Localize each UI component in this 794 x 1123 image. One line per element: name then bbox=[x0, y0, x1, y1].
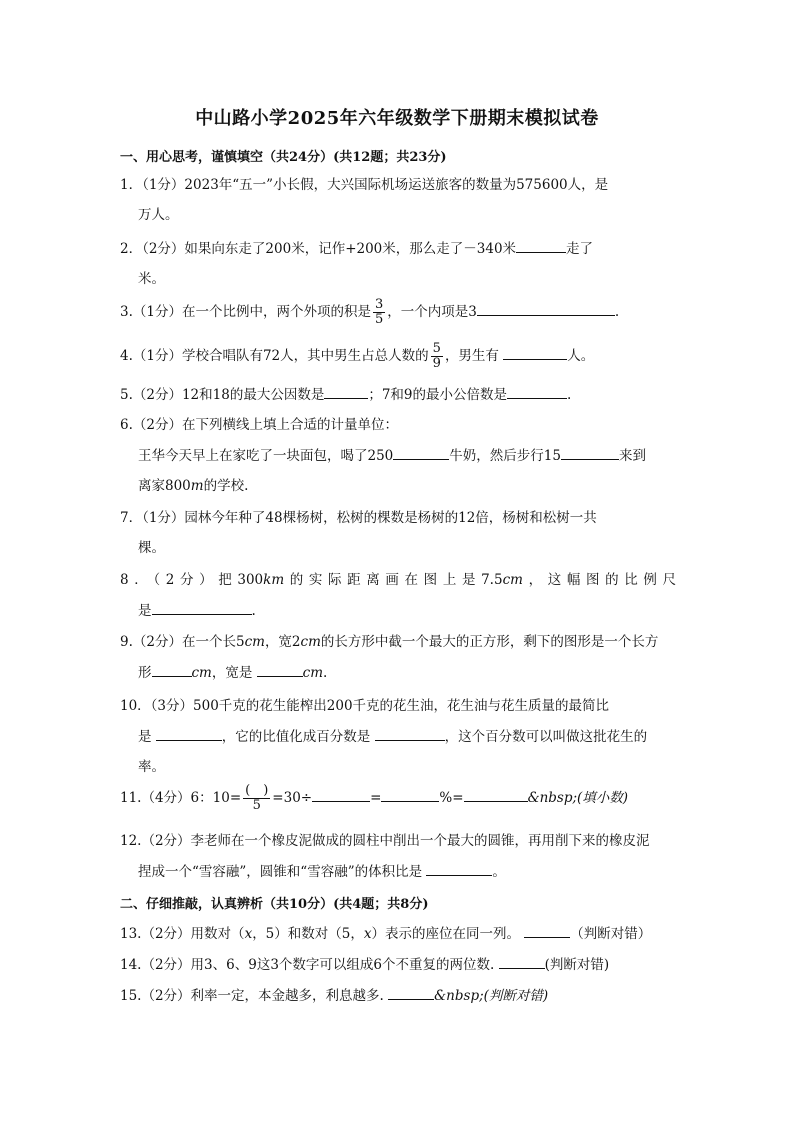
answer-blank[interactable] bbox=[464, 787, 528, 802]
question-8-text: 8．（2分）把300 bbox=[120, 572, 264, 588]
question-2-text: 2．（2分）如果向东走了200米，记作+200米，那么走了－340米 bbox=[120, 241, 517, 257]
question-3 bbox=[120, 298, 676, 327]
fraction-numerator: 5 bbox=[432, 341, 441, 356]
question-13-text-c: ）表示的座位在同一列。 bbox=[371, 926, 520, 942]
question-6-line3b: 的学校. bbox=[203, 478, 249, 494]
question-5-text: 5.（2分）12和18的最大公因数是 bbox=[120, 387, 325, 403]
question-2-text-b: 走了 bbox=[566, 241, 594, 257]
unit-text: km bbox=[263, 572, 285, 588]
question-9-text: 9.（2分）在一个长5 bbox=[120, 634, 245, 650]
unit-text: m bbox=[190, 478, 204, 494]
question-3-text: 3.（1分）在一个比例中，两个外项的积是 bbox=[120, 304, 371, 320]
answer-blank[interactable] bbox=[499, 954, 545, 969]
question-10-line2b: ，它的比值化成百分数是 bbox=[221, 729, 371, 745]
question-8-text-c: ，这幅图的比例尺 bbox=[522, 572, 676, 588]
question-15-text: 15.（2分）利率一定，本金越多，利息越多. bbox=[120, 988, 384, 1004]
question-10-text: 10．（3分）500千克的花生能榨出200千克的花生油，花生油与花生质量的最简比 bbox=[120, 698, 610, 714]
question-14-text: 14.（2分）用3、6、9这3个数字可以组成6个不重复的两位数. bbox=[120, 957, 495, 973]
question-6 bbox=[120, 415, 676, 496]
fraction bbox=[243, 784, 270, 813]
question-4-unit: 人。 bbox=[567, 348, 595, 364]
page-title: 中山路小学2025年六年级数学下册期末模拟试卷 bbox=[195, 108, 599, 129]
question-9 bbox=[120, 632, 676, 683]
answer-blank[interactable] bbox=[257, 662, 303, 677]
question-8-end: . bbox=[251, 603, 256, 619]
unit-text: cm bbox=[502, 572, 523, 588]
answer-blank[interactable] bbox=[561, 445, 619, 460]
question-10-line2: 是 bbox=[138, 729, 152, 745]
question-10-line2c: ，这个百分数可以叫做这批花生的 bbox=[444, 729, 648, 745]
question-11-end: &nbsp;(填小数) bbox=[527, 790, 629, 806]
answer-blank[interactable] bbox=[388, 985, 434, 1000]
section-2-heading: 二、仔细推敲，认真辨析（共10分）(共4题；共8分) bbox=[120, 897, 429, 912]
answer-blank[interactable] bbox=[324, 384, 368, 399]
question-5-text-b: ；7和9的最小公倍数是 bbox=[368, 387, 508, 403]
question-12-end: 。 bbox=[492, 864, 506, 880]
question-11-text: 11.（4分）6：10= bbox=[120, 790, 242, 806]
question-6-line3: 离家800 bbox=[138, 478, 191, 494]
answer-blank[interactable] bbox=[375, 726, 445, 741]
question-11-text-c: = bbox=[370, 790, 382, 806]
question-4 bbox=[120, 342, 676, 371]
question-7-text: 7．（1分）园林今年种了48棵杨树，松树的棵数是杨树的12倍，杨树和松树一共 bbox=[120, 510, 597, 526]
question-6-text: 6.（2分）在下列横线上填上合适的计量单位： bbox=[120, 417, 398, 433]
question-12-line2: 捏成一个“雪容融”，圆锥和“雪容融”的体积比是 bbox=[138, 864, 423, 880]
question-1 bbox=[120, 175, 676, 225]
question-10 bbox=[120, 696, 676, 777]
question-10-line3: 率。 bbox=[138, 759, 165, 775]
question-14-end: (判断对错) bbox=[544, 957, 610, 973]
question-7-unit: 棵。 bbox=[138, 540, 165, 556]
answer-blank[interactable] bbox=[393, 445, 449, 460]
question-9-line2: 形 bbox=[138, 665, 152, 681]
answer-blank[interactable] bbox=[152, 662, 192, 677]
question-2 bbox=[120, 238, 676, 289]
answer-blank[interactable] bbox=[524, 923, 570, 938]
question-11-text-d: %= bbox=[439, 790, 464, 806]
question-5-end: . bbox=[567, 387, 572, 403]
question-8-text-b: 的实际距离画在图上是7.5 bbox=[284, 572, 503, 588]
question-8-line2: 是 bbox=[138, 603, 152, 619]
question-4-text: 4.（1分）学校合唱队有72人，其中男生占总人数的 bbox=[120, 348, 429, 364]
question-13-text: 13.（2分）用数对（ bbox=[120, 926, 245, 942]
question-13 bbox=[120, 923, 676, 944]
answer-blank[interactable] bbox=[503, 345, 567, 360]
unit-text: cm bbox=[302, 665, 324, 681]
question-13-end: （判断对错） bbox=[570, 926, 652, 942]
answer-blank[interactable] bbox=[312, 787, 370, 802]
question-4-text-b: ，男生有 bbox=[444, 348, 499, 364]
section-1-heading: 一、用心思考，谨慎填空（共24分）(共12题；共23分) bbox=[120, 150, 447, 165]
unit-text: cm bbox=[244, 634, 265, 650]
fraction-denominator: 5 bbox=[252, 798, 261, 813]
question-6-line2b: 牛奶，然后步行15 bbox=[449, 448, 561, 464]
fraction-denominator: 5 bbox=[374, 312, 384, 327]
fraction bbox=[431, 342, 443, 371]
fraction-numerator: ( ) bbox=[245, 783, 269, 798]
variable-x: x bbox=[244, 926, 253, 942]
question-1-unit: 万人。 bbox=[138, 207, 179, 223]
question-6-line2: 王华今天早上在家吃了一块面包，喝了250 bbox=[138, 448, 394, 464]
question-9-line2b: ，宽是 bbox=[211, 665, 253, 681]
question-15-end: &nbsp;(判断对错) bbox=[434, 988, 549, 1004]
question-13-text-b: ，5）和数对（5， bbox=[252, 926, 364, 942]
question-3-text-b: ，一个内项是3 bbox=[387, 304, 477, 320]
fraction-denominator: 9 bbox=[432, 356, 441, 371]
question-12 bbox=[120, 831, 676, 882]
question-3-end: . bbox=[614, 304, 620, 320]
answer-blank[interactable] bbox=[477, 301, 615, 316]
question-12-text: 12.（2分）李老师在一个橡皮泥做成的圆柱中削出一个最大的圆锥，再用削下来的橡皮泥 bbox=[120, 833, 650, 849]
question-5 bbox=[120, 384, 676, 405]
unit-text: cm bbox=[300, 634, 321, 650]
question-8 bbox=[120, 570, 676, 621]
answer-blank[interactable] bbox=[152, 600, 252, 615]
question-7 bbox=[120, 508, 676, 558]
question-1-text: 1．（1分）2023年“五一”小长假，大兴国际机场运送旅客的数量为575600人，是 bbox=[120, 177, 609, 193]
question-15 bbox=[120, 985, 676, 1006]
question-11-text-b: =30÷ bbox=[272, 790, 313, 806]
question-6-line2c: 来到 bbox=[618, 448, 646, 464]
answer-blank[interactable] bbox=[426, 861, 492, 876]
unit-text: cm bbox=[191, 665, 212, 681]
question-9-text-c: 的长方形中截一个最大的正方形，剩下的图形是一个长方 bbox=[320, 634, 659, 650]
answer-blank[interactable] bbox=[507, 384, 567, 399]
fraction-numerator: 3 bbox=[374, 297, 384, 312]
answer-blank[interactable] bbox=[516, 238, 566, 253]
question-9-text-b: ，宽2 bbox=[264, 634, 301, 650]
question-11 bbox=[120, 784, 676, 813]
answer-blank[interactable] bbox=[156, 726, 222, 741]
question-9-end: . bbox=[323, 665, 328, 681]
question-2-unit: 米。 bbox=[138, 271, 165, 287]
fraction bbox=[373, 298, 385, 327]
answer-blank[interactable] bbox=[381, 787, 439, 802]
question-14 bbox=[120, 954, 676, 975]
variable-x: x bbox=[363, 926, 372, 942]
